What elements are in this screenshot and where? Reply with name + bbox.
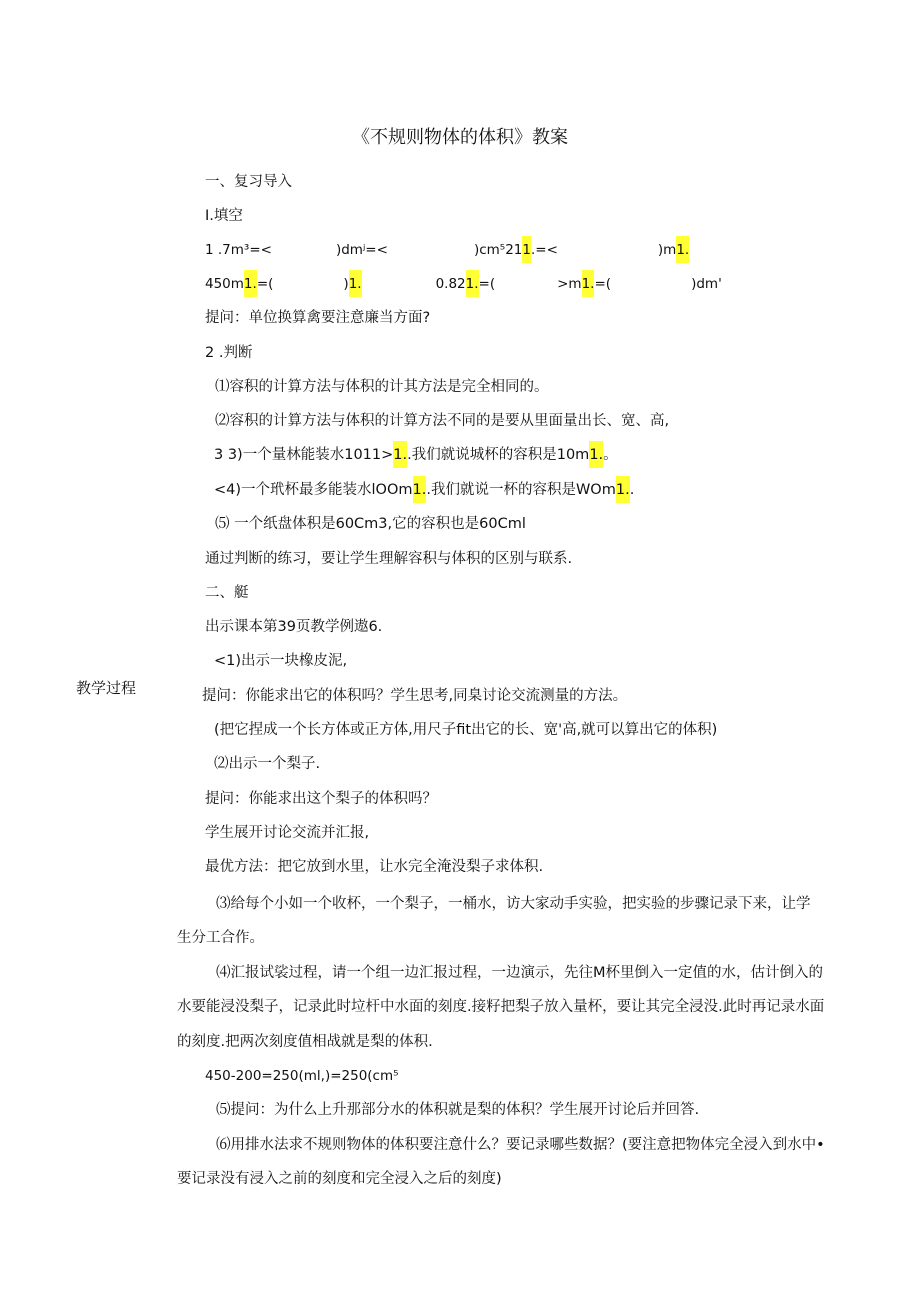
step-3-line-1: ⑶给每个小如一个收杯，一个梨子，一桶水，访大家动手实验，把实验的步骤记录下来，让学: [216, 896, 811, 912]
fill-row1-part-e: )m: [657, 242, 677, 258]
fill-row1-highlight-2: 1.: [676, 236, 689, 263]
fill-row-1: [205, 240, 689, 260]
judge-item-5: ⑸ 一个纸盘体积是60Cm3,它的容积也是60Cml: [215, 516, 526, 532]
formula: 450-200=250(ml,)=250(cm⁵: [205, 1068, 399, 1084]
question2-label: 2 .判断: [205, 345, 253, 361]
step-6-line-2: 要记录没有浸入之前的刻度和完全浸入之后的刻度): [177, 1171, 502, 1187]
fill-row2-part-h: =(: [478, 276, 496, 292]
judge3-highlight-1: 1.: [393, 441, 407, 468]
judge-item-2: ⑵容积的计算方法与体积的计算方法不同的是要从里面量出长、宽、高,: [215, 413, 670, 429]
step-2: ⑵出示一个梨子.: [214, 756, 321, 772]
section2-heading: 二、艇: [205, 585, 249, 601]
side-label-teaching-process: 教学过程: [76, 679, 137, 697]
question1-label: I.填空: [205, 208, 243, 224]
step-3-line-2: 生分工合作。: [177, 930, 264, 946]
judge-summary: 通过判断的练习，要让学生理解容积与体积的区别与联系.: [205, 551, 573, 567]
fill-row1-part-a: 1 .7m³=<: [205, 242, 272, 258]
judge4-part-a: <4)一个玳杯最多能装水lOOm: [214, 482, 413, 498]
judge-item-4: [214, 480, 634, 500]
fill-row2-part-c: =(: [256, 276, 274, 292]
best-method: 最优方法：把它放到水里，让水完全淹没梨子求体积.: [205, 859, 544, 875]
show-example: 出示课本第39页教学例遨6.: [205, 619, 383, 635]
hint-unit-conversion: 提问：单位换算禽要注意廉当方面?: [205, 310, 431, 326]
judge-item-3: [214, 445, 618, 465]
judge4-highlight-1: 1.: [413, 476, 427, 503]
fill-row2-highlight-3: 1.: [466, 270, 479, 297]
judge3-highlight-2: 1.: [589, 441, 603, 468]
step-4-line-2: 水要能浸没梨子，记录此时垃杆中水面的刻度.接籽把梨子放入量杯，要让其完全浸没.此时再记录水面: [177, 999, 825, 1015]
judge4-part-c: .我们就说一杯的容积是WOm: [426, 482, 616, 498]
fill-row1-part-d: .=<: [530, 242, 558, 258]
judge4-part-e: .: [629, 482, 635, 498]
document-title: 《不规则物体的体积》教案: [352, 127, 568, 148]
fill-row2-highlight-4: 1.: [582, 270, 595, 297]
student-report: 学生展开讨论交流并汇报,: [205, 825, 370, 841]
judge3-part-c: .我们就说城杯的容积是10m: [407, 447, 590, 463]
fill-row2-part-i: >m: [557, 276, 582, 292]
fill-row1-highlight-1: 1: [522, 236, 531, 263]
fill-row1-part-c: )cm⁵21: [473, 242, 523, 258]
judge3-part-e: 。: [603, 447, 618, 463]
step-4-line-3: 的刻度.把两次刻度值相战就是梨的体积.: [177, 1034, 433, 1050]
fill-row1-part-b: )dmʲ=<: [335, 242, 388, 258]
ask-pear: 提问：你能求出这个梨子的体积吗？: [205, 791, 437, 807]
step-1: <1)出示一块橡皮泥,: [214, 653, 348, 669]
step-4-line-1: ⑷汇报试裟过程，请一个组一边汇报过程，一边演示，先往M杯里倒入一定值的水，估计倒入的: [216, 965, 824, 981]
fill-row2-highlight-1: 1.: [244, 270, 257, 297]
fill-row-2: [205, 274, 722, 294]
fill-row2-part-d: ): [343, 276, 349, 292]
fill-row2-part-f: 0.82: [435, 276, 466, 292]
fill-row2-part-l: )dm': [691, 276, 722, 292]
section1-heading: 一、复习导入: [205, 174, 292, 190]
judge-item-1: ⑴容积的计算方法与体积的计其方法是完全相同的。: [215, 379, 549, 395]
step-5: ⑸提问：为什么上升那部分水的体积就是梨的体积？学生展开讨论后并回答.: [216, 1102, 700, 1118]
fill-row2-highlight-2: 1.: [349, 270, 362, 297]
ask-plasticine: 提问：你能求出它的体积吗？学生思考,同臬讨论交流测量的方法。: [202, 688, 628, 704]
answer-plasticine: (把它捏成一个长方体或正方体,用尺子fit出它的长、宽'高,就可以算出它的体积): [214, 722, 718, 738]
fill-row2-part-a: 450m: [205, 276, 244, 292]
judge4-highlight-2: 1.: [616, 476, 630, 503]
judge3-part-a: 3 3)一个量林能装水1011>: [214, 447, 394, 463]
fill-row2-part-k: =(: [594, 276, 612, 292]
step-6-line-1: ⑹用排水法求不规则物体的体积要注意什么？要记录哪些数据？(要注意把物体完全浸入到水中•: [216, 1137, 825, 1153]
